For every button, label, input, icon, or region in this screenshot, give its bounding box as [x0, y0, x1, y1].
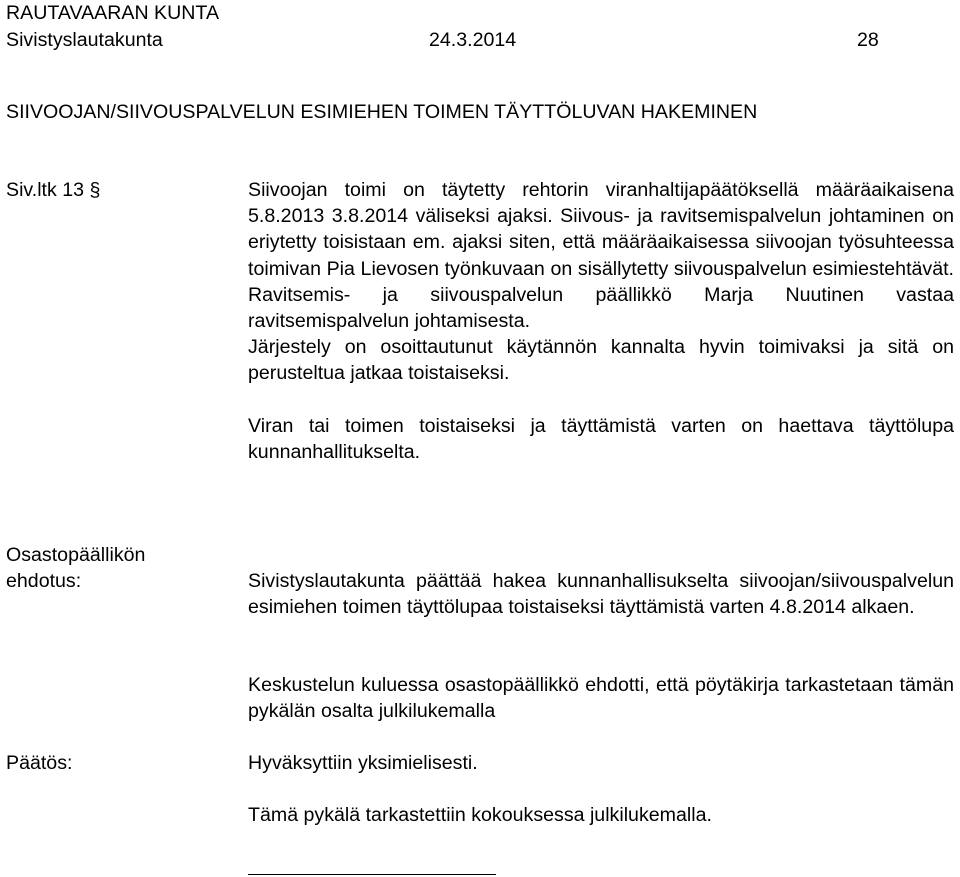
description-paragraph: Viran tai toimen toistaiseksi ja täyttämistä varten on haettava täyttölupa kunnanhallitukselta. [248, 414, 954, 463]
proposal-block [248, 568, 954, 620]
decision-label: Päätös: [6, 752, 73, 774]
proposal-label-line-2: ehdotus: [6, 570, 82, 592]
document-title: SIIVOOJAN/SIIVOUSPALVELUN ESIMIEHEN TOIMEN TÄYTTÖLUVAN HAKEMINEN [6, 101, 758, 123]
meeting-date: 24.3.2014 [429, 29, 517, 51]
page-number: 28 [857, 29, 879, 51]
decision-note: Tämä pykälä tarkastettiin kokouksessa julkilukemalla. [248, 804, 712, 826]
description-block [248, 177, 954, 465]
proposal-label-line-1: Osastopäällikön [6, 544, 146, 566]
signature-line [248, 874, 496, 875]
discussion-block [248, 672, 954, 724]
organization-name: RAUTAVAARAN KUNTA [6, 2, 220, 24]
committee-name: Sivistyslautakunta [6, 29, 163, 51]
description-paragraph: Siivoojan toimi on täytetty rehtorin viranhaltijapäätöksellä määräaikaisena 5.8.2013 3.8.2014 väliseksi ajaksi. Siivous- ja ravitsemispalvelun johtaminen on eriytetty toisistaan em. ajaksi siten, että määräaikaisessa siivoojan työsuhteessa toimivan Pia Lievosen työnkuvaan on sisällytetty siivouspalvelun esimiestehtävät. Ravitsemis- ja siivouspalvelun päällikkö Marja Nuutinen vastaa ravitsemispalvelun johtamisesta. [248, 179, 954, 333]
decision-text: Hyväksyttiin yksimielisesti. [248, 752, 478, 774]
section-reference: Siv.ltk 13 § [6, 179, 101, 201]
discussion-text: Keskustelun kuluessa osastopäällikkö ehdotti, että pöytäkirja tarkastetaan tämän pykälän osalta julkilukemalla [248, 674, 954, 723]
proposal-text: Sivistyslautakunta päättää hakea kunnanhallisukselta siivoojan/siivouspalvelun esimiehen toimen täyttölupaa toistaiseksi täyttämistä varten 4.8.2014 alkaen. [248, 570, 954, 619]
description-paragraph: Järjestely on osoittautunut käytännön kannalta hyvin toimivaksi ja sitä on perusteltua jatkaa toistaiseksi. [248, 336, 954, 385]
